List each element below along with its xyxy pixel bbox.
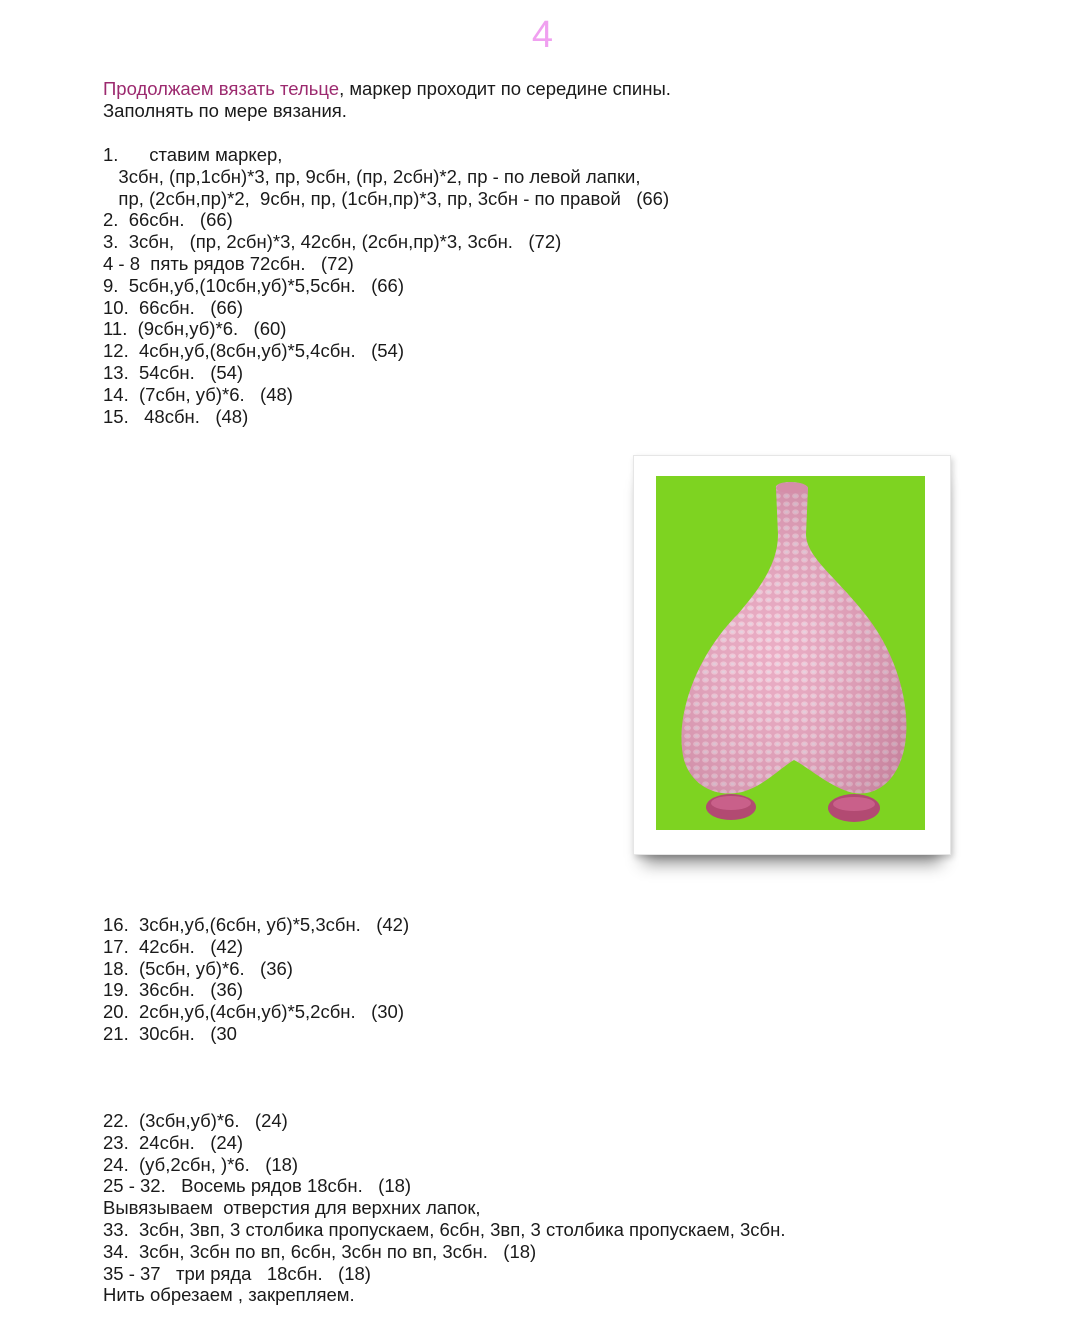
instruction-row: 17. 42сбн. (42) bbox=[103, 935, 244, 957]
instruction-row: 12. 4сбн,уб,(8сбн,уб)*5,4сбн. (54) bbox=[103, 340, 404, 362]
instruction-row: 3сбн, (пр,1сбн)*3, пр, 9сбн, (пр, 2сбн)*2, пр - по левой лапки, bbox=[103, 165, 641, 187]
intro-line-1-rest: , маркер проходит по середине спины. bbox=[339, 78, 671, 99]
instructions-rows-1-15 bbox=[103, 144, 669, 427]
instruction-row: 14. (7сбн, уб)*6. (48) bbox=[103, 383, 293, 405]
instruction-row: 21. 30сбн. (30 bbox=[103, 1022, 237, 1044]
instruction-row: 1. ставим маркер, bbox=[103, 144, 283, 165]
instruction-row: 9. 5сбн,уб,(10сбн,уб)*5,5сбн. (66) bbox=[103, 274, 404, 296]
instruction-row: 24. (уб,2сбн, )*6. (18) bbox=[103, 1153, 299, 1175]
instruction-row: 4 - 8 пять рядов 72сбн. (72) bbox=[103, 252, 354, 274]
instructions-rows-16-21 bbox=[103, 914, 409, 1045]
instruction-row: Нить обрезаем , закрепляем. bbox=[103, 1284, 355, 1306]
instruction-row: 22. (3сбн,уб)*6. (24) bbox=[103, 1110, 288, 1131]
instruction-row: 23. 24сбн. (24) bbox=[103, 1131, 244, 1153]
instruction-row: 13. 54сбн. (54) bbox=[103, 361, 244, 383]
instructions-rows-22-37 bbox=[103, 1110, 786, 1306]
toy-body-photo bbox=[656, 476, 925, 830]
instruction-row: 18. (5сбн, уб)*6. (36) bbox=[103, 957, 293, 979]
intro-paragraph bbox=[103, 78, 671, 122]
instruction-row: 2. 66сбн. (66) bbox=[103, 209, 233, 231]
instruction-row: 25 - 32. Восемь рядов 18сбн. (18) bbox=[103, 1175, 412, 1197]
intro-highlight: Продолжаем вязать тельце bbox=[103, 78, 340, 99]
instruction-row: 15. 48сбн. (48) bbox=[103, 405, 249, 427]
instruction-row: пр, (2сбн,пр)*2, 9сбн, пр, (1сбн,пр)*3, пр, 3сбн - по правой (66) bbox=[103, 187, 670, 209]
instruction-row: 35 - 37 три ряда 18сбн. (18) bbox=[103, 1262, 371, 1284]
instruction-row: Вывязываем отверстия для верхних лапок, bbox=[103, 1197, 481, 1219]
intro-line-2: Заполнять по мере вязания. bbox=[103, 100, 347, 121]
toy-photo-frame bbox=[633, 455, 951, 855]
instruction-row: 19. 36сбн. (36) bbox=[103, 979, 244, 1001]
instruction-row: 11. (9сбн,уб)*6. (60) bbox=[103, 318, 287, 340]
intro-line-1 bbox=[103, 78, 671, 100]
instruction-row: 20. 2сбн,уб,(4сбн,уб)*5,2сбн. (30) bbox=[103, 1001, 404, 1023]
instruction-row: 10. 66сбн. (66) bbox=[103, 296, 244, 318]
instruction-row: 3. 3сбн, (пр, 2сбн)*3, 42сбн, (2сбн,пр)*3, 3сбн. (72) bbox=[103, 231, 562, 253]
instruction-row: 33. 3сбн, 3вп, 3 столбика пропускаем, 6сбн, 3вп, 3 столбика пропускаем, 3сбн. bbox=[103, 1218, 786, 1240]
neck-opening bbox=[776, 483, 808, 493]
page-number: 4 bbox=[531, 14, 554, 56]
instruction-row: 34. 3сбн, 3сбн по вп, 6сбн, 3сбн по вп, 3сбн. (18) bbox=[103, 1240, 537, 1262]
instruction-row: 16. 3сбн,уб,(6сбн, уб)*5,3сбн. (42) bbox=[103, 914, 410, 935]
